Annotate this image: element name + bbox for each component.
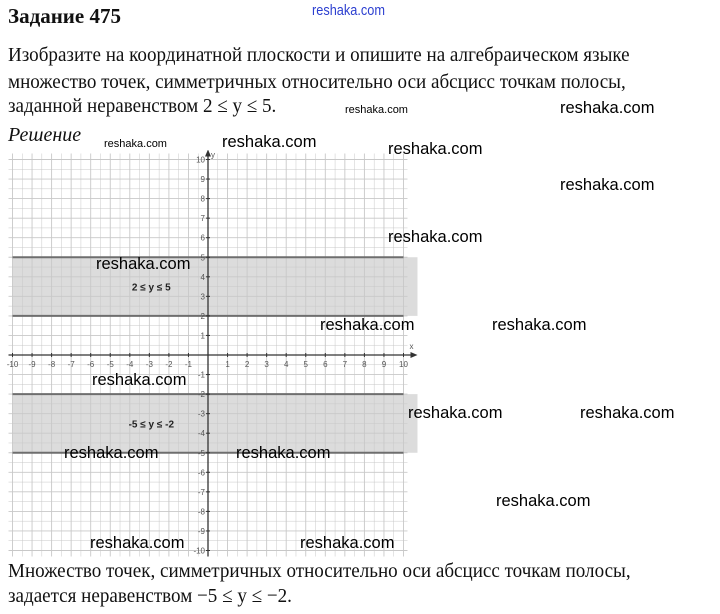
x-tick-label: 7 <box>342 360 348 369</box>
y-tick-label: -2 <box>197 390 205 400</box>
problem-line-3: заданной неравенством 2 ≤ y ≤ 5. <box>8 95 277 117</box>
watermark: reshaka.com <box>320 316 415 334</box>
x-tick-label: -5 <box>106 360 114 369</box>
x-tick-label: -7 <box>67 360 75 369</box>
x-tick-label: 1 <box>225 360 230 369</box>
watermark: reshaka.com <box>492 316 587 334</box>
y-tick-label: 2 <box>200 311 205 321</box>
x-tick-label: 9 <box>381 360 387 369</box>
watermark: reshaka.com <box>408 404 503 422</box>
watermark: reshaka.com <box>64 444 159 462</box>
y-tick-label: 6 <box>200 233 205 243</box>
x-tick-label: 4 <box>283 360 289 369</box>
y-tick-label: 8 <box>200 194 205 204</box>
answer-line-1: Множество точек, симметричных относительно оси абсцисс точкам полосы, <box>8 560 631 582</box>
x-tick-label: -3 <box>145 360 153 369</box>
x-tick-label: 2 <box>244 360 250 369</box>
y-tick-label: -3 <box>197 409 205 419</box>
y-tick-label: 3 <box>200 292 205 302</box>
y-tick-label: -9 <box>197 526 205 536</box>
y-tick-label: -7 <box>197 487 205 497</box>
watermark: reshaka.com <box>96 255 191 273</box>
x-tick-label: 3 <box>264 360 269 369</box>
header-watermark[interactable]: reshaka.com <box>312 2 385 19</box>
y-tick-label: -10 <box>193 546 205 556</box>
band-label: 2 ≤ y ≤ 5 <box>131 282 171 294</box>
y-tick-label: -5 <box>197 448 205 458</box>
x-tick-label: 8 <box>362 360 367 369</box>
y-tick-label: 7 <box>200 214 205 224</box>
watermark: reshaka.com <box>92 371 187 389</box>
x-tick-label: 10 <box>399 360 408 369</box>
x-tick-label: -10 <box>6 360 19 369</box>
band-label: -5 ≤ y ≤ -2 <box>128 419 175 431</box>
y-axis-label: y <box>211 150 215 160</box>
x-tick-label: -8 <box>48 360 56 369</box>
task-title: Задание 475 <box>8 4 121 28</box>
x-tick-label: -1 <box>184 360 193 369</box>
x-tick-label: -9 <box>28 360 36 369</box>
watermark: reshaka.com <box>388 140 483 158</box>
y-tick-label: -4 <box>197 429 205 439</box>
watermark: reshaka.com <box>104 138 167 150</box>
watermark: reshaka.com <box>496 492 591 510</box>
y-tick-label: 10 <box>196 155 205 165</box>
watermark: reshaka.com <box>560 99 655 117</box>
watermark: reshaka.com <box>560 176 655 194</box>
y-tick-label: -1 <box>197 370 205 380</box>
y-tick-label: 9 <box>200 175 205 185</box>
watermark: reshaka.com <box>300 534 395 552</box>
watermark: reshaka.com <box>222 133 317 151</box>
y-tick-label: 5 <box>200 253 205 263</box>
x-axis-label: x <box>409 342 414 351</box>
x-tick-label: 5 <box>303 360 308 369</box>
x-axis-arrow-icon <box>411 352 418 358</box>
x-tick-label: 6 <box>323 360 328 369</box>
x-tick-label: -4 <box>126 360 134 369</box>
coordinate-plane <box>0 150 430 562</box>
y-tick-label: 4 <box>200 272 205 282</box>
x-tick-label: -6 <box>87 360 95 369</box>
solution-label: Решение <box>8 124 82 146</box>
y-tick-label: -8 <box>197 507 205 517</box>
y-tick-label: -6 <box>197 468 205 478</box>
watermark: reshaka.com <box>580 404 675 422</box>
watermark: reshaka.com <box>345 104 408 116</box>
x-tick-label: -2 <box>165 360 173 369</box>
answer-line-2: задается неравенством −5 ≤ y ≤ −2. <box>8 585 292 607</box>
problem-line-2: множество точек, симметричных относительно оси абсцисс точкам полосы, <box>8 71 626 93</box>
watermark: reshaka.com <box>236 444 331 462</box>
watermark: reshaka.com <box>388 228 483 246</box>
problem-line-1: Изобразите на координатной плоскости и опишите на алгебраическом языке <box>8 44 630 66</box>
y-tick-label: 1 <box>200 331 205 341</box>
watermark: reshaka.com <box>90 534 185 552</box>
